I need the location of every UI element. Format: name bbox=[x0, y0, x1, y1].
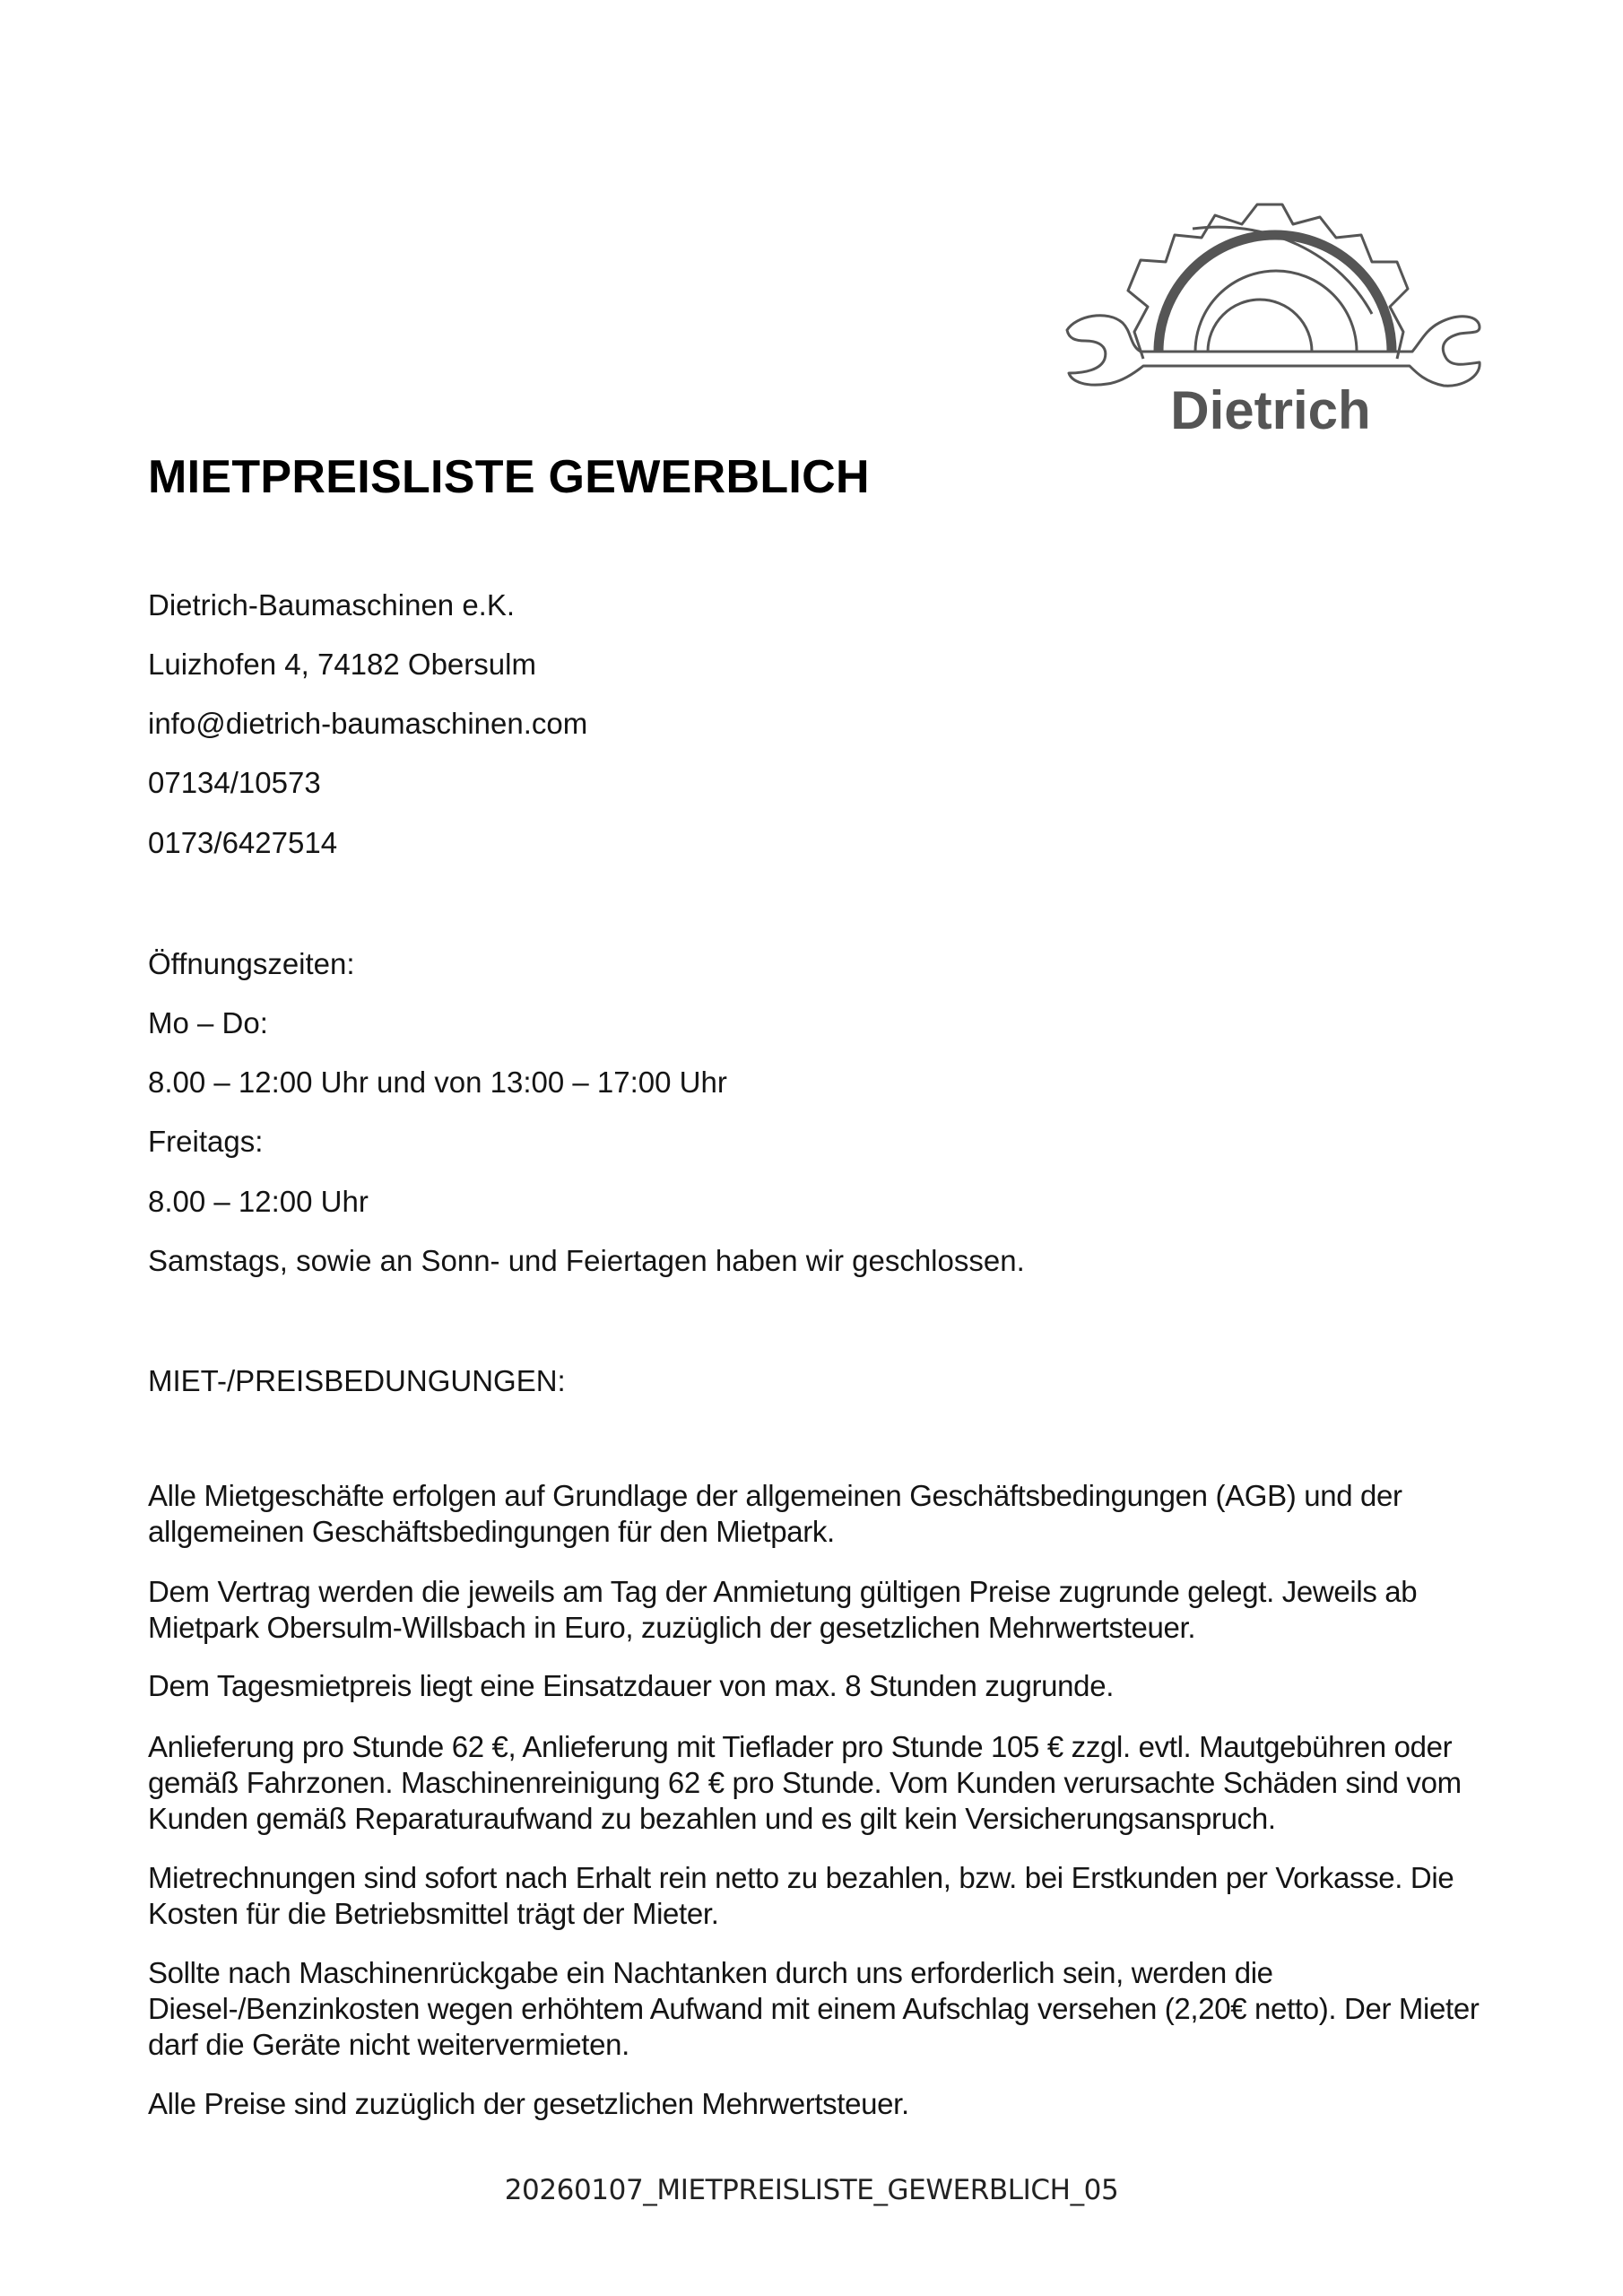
weekdays-hours: 8.00 – 12:00 Uhr und von 13:00 – 17:00 Uhr bbox=[148, 1065, 727, 1099]
document-footer-id: 20260107_MIETPREISLISTE_GEWERBLICH_05 bbox=[504, 2174, 1119, 2206]
friday-label: Freitags: bbox=[148, 1125, 264, 1158]
condition-paragraph: Alle Preise sind zuzüglich der gesetzlichen Mehrwertsteuer. bbox=[148, 2087, 909, 2120]
logo-text: Dietrich bbox=[1170, 380, 1371, 439]
company-address: Luizhofen 4, 74182 Obersulm bbox=[148, 648, 536, 681]
condition-paragraph: Anlieferung pro Stunde 62 €, Anlieferung mit Tieflader pro Stunde 105 € zzgl. evtl. Mautgebühren oder gemäß Fahrzonen. Maschinenreinigung 62 € pro Stunde. Vom Kunden verursachte Schäden sind vom Kunden gemäß Reparaturaufwand zu bezahlen und es gilt kein Versicherungsanspruch. bbox=[148, 1730, 1462, 1835]
company-phone: 07134/10573 bbox=[148, 766, 321, 799]
condition-paragraph: Dem Vertrag werden die jeweils am Tag der Anmietung gültigen Preise zugrunde gelegt. Jeweils ab Mietpark Obersulm-Willsbach in Euro, zuzüglich der gesetzlichen Mehrwertsteuer. bbox=[148, 1575, 1418, 1644]
condition-paragraph: Sollte nach Maschinenrückgabe ein Nachtanken durch uns erforderlich sein, werden die Diesel-/Benzinkosten wegen erhöhtem Aufwand mit einem Aufschlag versehen (2,20€ netto). Der Mieter darf die Geräte nicht weitervermieten. bbox=[148, 1956, 1480, 2061]
weekdays-label: Mo – Do: bbox=[148, 1006, 268, 1039]
gear-wrench-logo-icon bbox=[1058, 197, 1484, 439]
opening-hours-heading: Öffnungszeiten: bbox=[148, 947, 355, 980]
closed-note: Samstags, sowie an Sonn- und Feiertagen haben wir geschlossen. bbox=[148, 1244, 1025, 1277]
page-title: MIETPREISLISTE GEWERBLICH bbox=[148, 451, 870, 503]
condition-paragraph: Mietrechnungen sind sofort nach Erhalt rein netto zu bezahlen, bzw. bei Erstkunden per Vorkasse. Die Kosten für die Betriebsmittel trägt der Mieter. bbox=[148, 1861, 1454, 1930]
company-logo bbox=[1058, 197, 1484, 439]
condition-paragraph: Dem Tagesmietpreis liegt eine Einsatzdauer von max. 8 Stunden zugrunde. bbox=[148, 1669, 1115, 1702]
friday-hours: 8.00 – 12:00 Uhr bbox=[148, 1185, 369, 1218]
company-email[interactable]: info@dietrich-baumaschinen.com bbox=[148, 707, 588, 740]
company-mobile: 0173/6427514 bbox=[148, 826, 338, 859]
conditions-heading: MIET-/PREISBEDUNGUNGEN: bbox=[148, 1364, 566, 1397]
condition-paragraph: Alle Mietgeschäfte erfolgen auf Grundlage der allgemeinen Geschäftsbedingungen (AGB) und der allgemeinen Geschäftsbedingungen für den Mietpark. bbox=[148, 1479, 1402, 1548]
company-name: Dietrich-Baumaschinen e.K. bbox=[148, 588, 516, 622]
